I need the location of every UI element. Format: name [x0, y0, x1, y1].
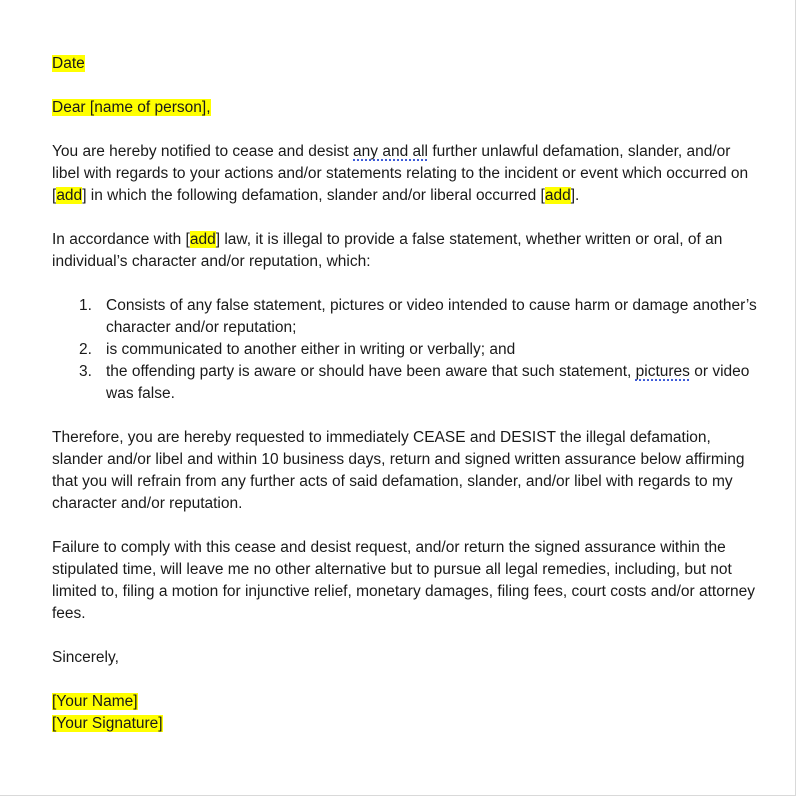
salutation-placeholder[interactable]: Dear [name of person], — [52, 99, 211, 116]
law-text-2: ] law, it is illegal to provide a false statement, whether written or oral, of an individual’s character and/or reputation, which: — [52, 231, 723, 270]
date-line[interactable] — [52, 53, 762, 75]
spellcheck-flag-any-and-all[interactable]: any and all — [353, 143, 429, 160]
date-placeholder[interactable]: Date — [52, 55, 85, 72]
list-item-text: is communicated to another either in writing or verbally; and — [106, 341, 516, 358]
signature-placeholder[interactable]: [Your Signature] — [52, 715, 163, 732]
notice-text-4: ]. — [570, 187, 580, 204]
list-item-text-after: or video was false. — [106, 363, 750, 402]
add-placeholder-law[interactable]: add — [189, 231, 216, 248]
paragraph-law[interactable] — [52, 229, 762, 273]
list-item-text-before: the offending party is aware or should have been aware that such statement, — [106, 363, 636, 380]
paragraph-notice[interactable] — [52, 141, 762, 207]
paragraph-consequences[interactable]: Failure to comply with this cease and desist request, and/or return the signed assurance within the stipulated time, will leave me no other alternative but to pursue all legal remedies, including, but not limited to, filing a motion for injunctive relief, monetary damages, filing fees, court costs and/or attorney fees. — [52, 539, 756, 622]
add-placeholder-date[interactable]: add — [56, 187, 83, 204]
list-number: 2. — [79, 341, 92, 358]
list-item-text — [106, 363, 749, 402]
notice-text-2: further unlawful defamation, slander, and/or libel with regards to your actions and/or statements relating to the incident or event which occurred on [ — [52, 143, 749, 204]
list-number: 3. — [79, 363, 92, 380]
paragraph-demand[interactable]: Therefore, you are hereby requested to immediately CEASE and DESIST the illegal defamation, slander and/or libel and within 10 business days, return and signed written assurance below affirming that you will refrain from any further acts of said defamation, slander, and/or libel with regards to my character and/or reputation. — [52, 429, 745, 512]
salutation-line[interactable] — [52, 97, 762, 119]
notice-text-1: You are hereby notified to cease and desist — [52, 143, 354, 160]
list-item[interactable] — [52, 295, 762, 339]
name-line[interactable] — [52, 691, 762, 713]
conditions-list — [52, 295, 762, 405]
notice-text-3: ] in which the following defamation, slander and/or liberal occurred [ — [82, 187, 545, 204]
closing-line[interactable]: Sincerely, — [52, 649, 119, 666]
name-placeholder[interactable]: [Your Name] — [52, 693, 138, 710]
law-text-1: In accordance with [ — [52, 231, 190, 248]
list-item-text: Consists of any false statement, pictures or video intended to cause harm or damage another’s character and/or reputation; — [106, 297, 757, 336]
add-placeholder-statement[interactable]: add — [544, 187, 571, 204]
letter-body — [52, 53, 762, 735]
list-item[interactable] — [52, 361, 762, 405]
signature-line[interactable] — [52, 713, 762, 735]
spellcheck-flag-pictures[interactable]: pictures — [635, 363, 690, 380]
list-number: 1. — [79, 297, 92, 314]
list-item[interactable] — [52, 339, 762, 361]
